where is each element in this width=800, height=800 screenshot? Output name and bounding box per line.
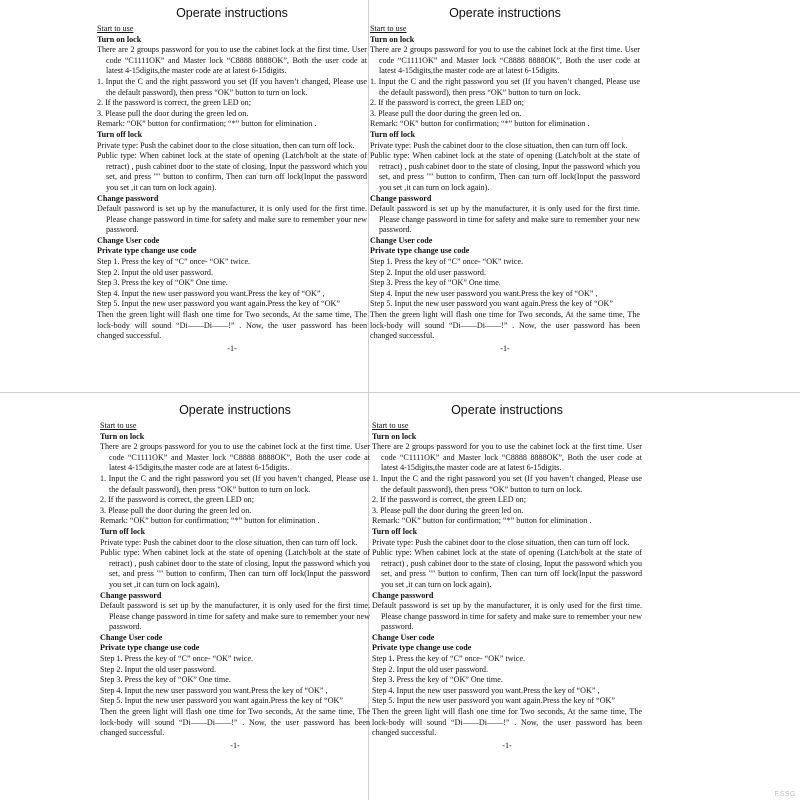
on-step-2: 2. If the password is correct, the green LED on; (372, 495, 526, 505)
turn-on-lock-heading: Turn on lock (100, 431, 145, 441)
turn-on-lock-heading: Turn on lock (372, 431, 417, 441)
step-2: Step 2. Input the old user password. (97, 267, 213, 277)
public-type-text: Public type: When cabinet lock at the state of opening (Latch/bolt at the state of retract) , push cabinet door to the state of closing, Input the password which you set, and press "" button to confirm, Then can turn off lock(Input the password you set ,it can turn on lock again). (370, 151, 640, 192)
start-to-use-heading: Start to use (372, 421, 409, 430)
step-4: Step 4. Input the new user password you want.Press the key of “OK” , (372, 685, 600, 695)
remark: Remark: “OK” button for confirmation; “*” button for elimination . (372, 516, 592, 526)
intro-paragraph: There are 2 groups password for you to use the cabinet lock at the first time. User code “C1111OK” and Master lock “C8888 8888OK”, Both the user code at latest 4-15digits,the master code are at latest 6-15digits. (370, 45, 640, 76)
turn-off-lock-heading: Turn off lock (370, 129, 416, 139)
turn-off-lock-heading: Turn off lock (372, 526, 418, 536)
final-paragraph: Then the green light will flash one time for Two seconds, At the same time, The lock-body will sound “Di——Di——!” . Now, the user password has been changed successful. (370, 310, 640, 341)
page-number: -1- (230, 740, 240, 750)
instruction-page-top-left (97, 5, 367, 354)
private-change-heading: Private type change use code (370, 246, 470, 256)
page-title: Operate instructions (179, 403, 291, 417)
change-user-code-heading: Change User code (372, 632, 435, 642)
final-paragraph: Then the green light will flash one time for Two seconds, At the same time, The lock-body will sound “Di——Di——!” . Now, the user password has been changed successful. (100, 707, 370, 738)
page-title: Operate instructions (451, 403, 563, 417)
step-4: Step 4. Input the new user password you want.Press the key of “OK” , (370, 288, 598, 298)
page-number: -1- (227, 343, 237, 353)
public-type-text: Public type: When cabinet lock at the state of opening (Latch/bolt at the state of retract) , push cabinet door to the state of closing, Input the password which you set, and press "" button to confirm, Then can turn off lock(Input the password you set ,it can turn on lock again). (97, 151, 367, 192)
change-password-heading: Change password (372, 590, 434, 600)
on-step-2: 2. If the password is correct, the green LED on; (100, 495, 254, 505)
step-3: Step 3. Press the key of “OK” One time. (100, 675, 231, 685)
step-5: Step 5. Input the new user password you want again.Press the key of “OK” (100, 696, 343, 706)
turn-off-lock-heading: Turn off lock (100, 526, 146, 536)
remark: Remark: “OK” button for confirmation; “*” button for elimination . (370, 119, 590, 129)
change-user-code-heading: Change User code (97, 235, 160, 245)
step-4: Step 4. Input the new user password you want.Press the key of “OK” , (100, 685, 328, 695)
turn-on-lock-heading: Turn on lock (370, 34, 415, 44)
on-step-3: 3. Please pull the door during the green led on. (370, 108, 522, 118)
step-5: Step 5. Input the new user password you want again.Press the key of “OK” (372, 696, 615, 706)
change-user-code-heading: Change User code (100, 632, 163, 642)
change-password-text: Default password is set up by the manufacturer, it is only used for the first time. Please change password in time for safety and make sure to remember your new password. (372, 601, 642, 632)
on-step-1: 1. Input the C and the right password you set (If you haven’t changed, Please use the default password), then press “OK” button to turn on lock. (100, 473, 370, 494)
change-password-text: Default password is set up by the manufacturer, it is only used for the first time. Please change password in time for safety and make sure to remember your new password. (370, 204, 640, 235)
final-paragraph: Then the green light will flash one time for Two seconds, At the same time, The lock-body will sound “Di——Di——!” . Now, the user password has been changed successful. (97, 310, 367, 341)
step-4: Step 4. Input the new user password you want.Press the key of “OK” , (97, 288, 325, 298)
page-number: -1- (500, 343, 510, 353)
private-type-text: Private type: Push the cabinet door to the close situation, then can turn off lock. (372, 537, 630, 547)
change-user-code-heading: Change User code (370, 235, 433, 245)
change-password-text: Default password is set up by the manufacturer, it is only used for the first time. Please change password in time for safety and make sure to remember your new password. (97, 204, 367, 235)
step-5: Step 5. Input the new user password you want again.Press the key of “OK” (97, 299, 340, 309)
on-step-2: 2. If the password is correct, the green LED on; (370, 98, 524, 108)
on-step-3: 3. Please pull the door during the green led on. (97, 108, 249, 118)
step-3: Step 3. Press the key of “OK” One time. (370, 278, 501, 288)
on-step-1: 1. Input the C and the right password you set (If you haven’t changed, Please use the default password), then press “OK” button to turn on lock. (370, 76, 640, 97)
on-step-1: 1. Input the C and the right password you set (If you haven’t changed, Please use the default password), then press “OK” button to turn on lock. (372, 473, 642, 494)
on-step-3: 3. Please pull the door during the green led on. (100, 505, 252, 515)
on-step-3: 3. Please pull the door during the green led on. (372, 505, 524, 515)
private-change-heading: Private type change use code (100, 643, 200, 653)
page-number: -1- (502, 740, 512, 750)
step-2: Step 2. Input the old user password. (372, 664, 488, 674)
private-change-heading: Private type change use code (372, 643, 472, 653)
intro-paragraph: There are 2 groups password for you to use the cabinet lock at the first time. User code “C1111OK” and Master lock “C8888 8888OK”, Both the user code at latest 4-15digits,the master code are at latest 6-15digits. (100, 442, 370, 473)
turn-on-lock-heading: Turn on lock (97, 34, 142, 44)
intro-paragraph: There are 2 groups password for you to use the cabinet lock at the first time. User code “C1111OK” and Master lock “C8888 8888OK”, Both the user code at latest 4-15digits,the master code are at latest 6-15digits. (97, 45, 367, 76)
page-title: Operate instructions (176, 6, 288, 20)
instruction-page-top-right (370, 5, 640, 354)
step-5: Step 5. Input the new user password you want again.Press the key of “OK” (370, 299, 613, 309)
change-password-text: Default password is set up by the manufacturer, it is only used for the first time. Please change password in time for safety and make sure to remember your new password. (100, 601, 370, 632)
change-password-heading: Change password (100, 590, 162, 600)
instruction-page-bottom-right (372, 402, 642, 751)
step-1: Step 1. Press the key of “C” once- “OK” twice. (370, 257, 524, 267)
on-step-1: 1. Input the C and the right password you set (If you haven’t changed, Please use the default password), then press “OK” button to turn on lock. (97, 76, 367, 97)
on-step-2: 2. If the password is correct, the green LED on; (97, 98, 251, 108)
private-change-heading: Private type change use code (97, 246, 197, 256)
start-to-use-heading: Start to use (370, 24, 407, 33)
step-3: Step 3. Press the key of “OK” One time. (97, 278, 228, 288)
step-2: Step 2. Input the old user password. (370, 267, 486, 277)
step-1: Step 1. Press the key of “C” once- “OK” twice. (100, 654, 254, 664)
horizontal-divider (0, 392, 800, 393)
watermark: ESSG (774, 791, 796, 798)
step-1: Step 1. Press the key of “C” once- “OK” twice. (372, 654, 526, 664)
change-password-heading: Change password (370, 193, 432, 203)
remark: Remark: “OK” button for confirmation; “*” button for elimination . (100, 516, 320, 526)
step-1: Step 1. Press the key of “C” once- “OK” twice. (97, 257, 251, 267)
public-type-text: Public type: When cabinet lock at the state of opening (Latch/bolt at the state of retract) , push cabinet door to the state of closing, Input the password which you set, and press "" button to confirm, Then can turn off lock(Input the password you set ,it can turn on lock again). (100, 548, 370, 589)
instruction-page-bottom-left (100, 402, 370, 751)
private-type-text: Private type: Push the cabinet door to the close situation, then can turn off lock. (97, 140, 355, 150)
remark: Remark: “OK” button for confirmation; “*” button for elimination . (97, 119, 317, 129)
step-2: Step 2. Input the old user password. (100, 664, 216, 674)
change-password-heading: Change password (97, 193, 159, 203)
step-3: Step 3. Press the key of “OK” One time. (372, 675, 503, 685)
final-paragraph: Then the green light will flash one time for Two seconds, At the same time, The lock-body will sound “Di——Di——!” . Now, the user password has been changed successful. (372, 707, 642, 738)
public-type-text: Public type: When cabinet lock at the state of opening (Latch/bolt at the state of retract) , push cabinet door to the state of closing, Input the password which you set, and press "" button to confirm, Then can turn off lock(Input the password you set ,it can turn on lock again). (372, 548, 642, 589)
private-type-text: Private type: Push the cabinet door to the close situation, then can turn off lock. (370, 140, 628, 150)
start-to-use-heading: Start to use (100, 421, 137, 430)
page-title: Operate instructions (449, 6, 561, 20)
start-to-use-heading: Start to use (97, 24, 134, 33)
turn-off-lock-heading: Turn off lock (97, 129, 143, 139)
private-type-text: Private type: Push the cabinet door to the close situation, then can turn off lock. (100, 537, 358, 547)
intro-paragraph: There are 2 groups password for you to use the cabinet lock at the first time. User code “C1111OK” and Master lock “C8888 8888OK”, Both the user code at latest 4-15digits,the master code are at latest 6-15digits. (372, 442, 642, 473)
